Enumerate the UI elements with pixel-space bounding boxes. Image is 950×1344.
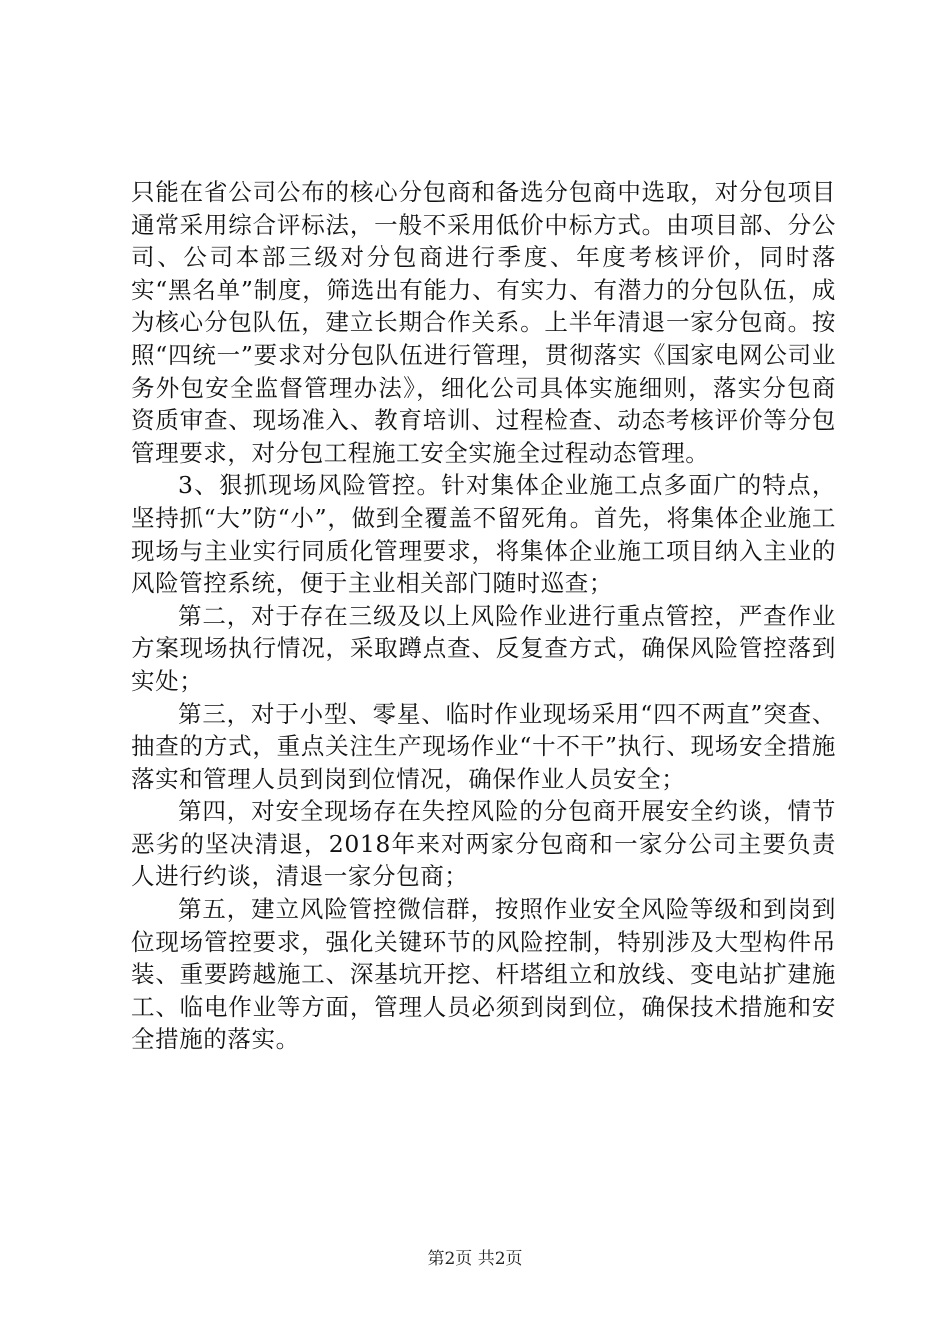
document-body [131,176,836,1056]
paragraph-second-measure: 第二，对于存在三级及以上风险作业进行重点管控，严查作业方案现场执行情况，采取蹲点查、反复查方式，确保风险管控落到实处； [131,601,836,695]
paragraph-fifth-measure: 第五，建立风险管控微信群，按照作业安全风险等级和到岗到位现场管控要求，强化关键环节的风险控制，特别涉及大型构件吊装、重要跨越施工、深基坑开挖、杆塔组立和放线、变电站扩建施工、临电作业等方面，管理人员必须到岗到位，确保技术措施和安全措施的落实。 [131,895,836,1054]
paragraph-third-measure: 第三，对于小型、零星、临时作业现场采用“四不两直”突查、抽查的方式，重点关注生产现场作业“十不干”执行、现场安全措施落实和管理人员到岗到位情况，确保作业人员安全； [131,699,836,793]
page-footer: 第2页 共2页 [427,1249,523,1269]
paragraph-subcontractor-management: 只能在省公司公布的核心分包商和备选分包商中选取，对分包项目通常采用综合评标法，一般不采用低价中标方式。由项目部、分公司、公司本部三级对分包商进行季度、年度考核评价，同时落实“黑名单”制度，筛选出有能力、有实力、有潜力的分包队伍，成为核心分包队伍，建立长期合作关系。上半年清退一家分包商。按照“四统一”要求对分包队伍进行管理，贯彻落实《国家电网公司业务外包安全监督管理办法》，细化公司具体实施细则，落实分包商资质审查、现场准入、教育培训、过程检查、动态考核评价等分包管理要求，对分包工程施工安全实施全过程动态管理。 [131,178,836,467]
paragraph-fourth-measure: 第四，对安全现场存在失控风险的分包商开展安全约谈，情节恶劣的坚决清退，2018年来对两家分包商和一家分公司主要负责人进行约谈，清退一家分包商； [131,797,836,891]
paragraph-risk-control-intro: 3、狠抓现场风险管控。针对集体企业施工点多面广的特点，坚持抓“大”防“小”，做到全覆盖不留死角。首先，将集体企业施工现场与主业实行同质化管理要求，将集体企业施工项目纳入主业的风险管控系统，便于主业相关部门随时巡查； [131,471,836,598]
